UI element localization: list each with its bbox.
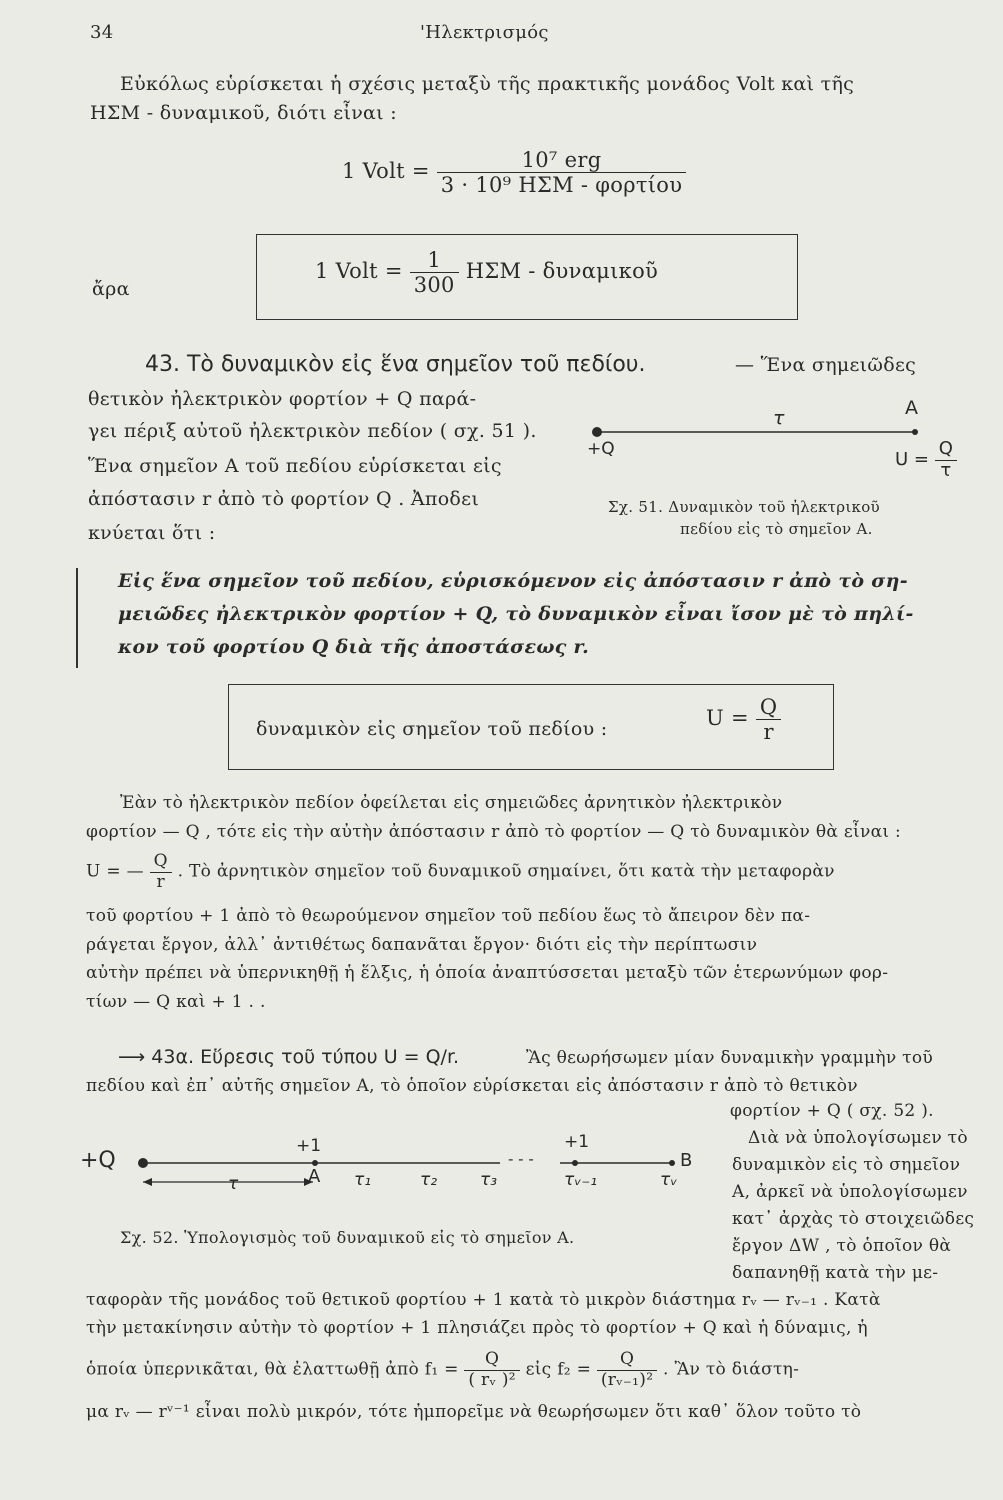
section-43a-final-2: τὴν μετακίνησιν αὐτὴν τὸ φορτίον + 1 πλησιάζει πρὸς τὸ φορτίον + Q καὶ ἡ δύναμις, ἡ bbox=[86, 1318, 868, 1338]
negative-line-7: τίων — Q καὶ + 1 . . bbox=[86, 992, 266, 1012]
equation-volt-result bbox=[315, 248, 658, 297]
eq1-numerator: 10⁷ erg bbox=[437, 148, 687, 173]
fig52-plus-one-dot bbox=[572, 1160, 578, 1166]
f1-fraction bbox=[464, 1350, 519, 1390]
fig52-caption: Σχ. 52. Ὑπολογισμὸς τοῦ δυναμικοῦ εἰς τὸ σημεῖον Α. bbox=[120, 1228, 575, 1247]
section-43-line-4: ἀπόστασιν r ἀπὸ τὸ φορτίον Q . Ἀποδει bbox=[88, 488, 480, 510]
theorem-line-1: Εἰς ἕνα σημεῖον τοῦ πεδίου, εὑρισκόμενον εἰς ἀπόστασιν r ἀπὸ τὸ ση- bbox=[118, 570, 908, 592]
equation-volt-erg bbox=[342, 148, 686, 197]
fig52-rv1-label: τᵥ₋₁ bbox=[564, 1170, 598, 1190]
fig52-r-label: τ bbox=[228, 1174, 239, 1194]
formula-box-lhs: U = bbox=[706, 706, 749, 731]
fig51-point-label: A bbox=[905, 397, 918, 419]
section-43a-title: 43α. Εὕρεσις τοῦ τύπου U = Q/r. bbox=[151, 1046, 460, 1068]
section-43-line-2: γει πέριξ αὐτοῦ ἠλεκτρικὸν πεδίον ( σχ. 51 ). bbox=[88, 420, 537, 442]
formula-box-num: Q bbox=[756, 695, 782, 720]
fig51-u-den: τ bbox=[940, 459, 952, 481]
fig51-distance-label: τ bbox=[773, 407, 785, 429]
section-43a-heading bbox=[118, 1046, 459, 1068]
fig51-point-dot bbox=[912, 429, 918, 435]
section-43a-final-1: ταφορὰν τῆς μονάδος τοῦ θετικοῦ φορτίου + 1 κατὰ τὸ μικρὸν διάστημα rᵥ — rᵥ₋₁ . Κατὰ bbox=[86, 1290, 881, 1310]
final-3a: ὁποία ὑπερνικᾶται, θὰ ἐλαττωθῇ ἀπὸ f₁ = bbox=[86, 1359, 459, 1380]
fig51-fraction bbox=[935, 439, 957, 481]
fig51-potential-formula bbox=[895, 439, 957, 481]
eq2-fraction bbox=[410, 248, 459, 297]
section-43a-final-4: μα rᵥ — rᵛ⁻¹ εἶναι πολὺ μικρόν, τότε ἠμπορεῖμε νὰ θεωρήσωμεν ὅτι καθ᾽ ὅλον τοῦτο τὸ bbox=[86, 1402, 862, 1422]
eq2-denominator: 300 bbox=[413, 273, 455, 298]
theorem-side-bar bbox=[76, 568, 78, 668]
running-title: 'Ηλεκτρισμός bbox=[420, 22, 549, 43]
negative-line-3 bbox=[86, 852, 835, 892]
section-43a-right-7: δαπανηθῇ κατὰ τὴν με- bbox=[732, 1263, 939, 1283]
section-43a-right-6: ἔργον ΔW , τὸ ὁποῖον θὰ bbox=[732, 1236, 952, 1256]
section-43a-right-3: δυναμικὸν εἰς τὸ σημεῖον bbox=[732, 1155, 961, 1175]
f2-fraction bbox=[597, 1350, 657, 1390]
section-43a-right-1: φορτίον + Q ( σχ. 52 ). bbox=[730, 1101, 934, 1121]
section-43-title: 43. Τὸ δυναμικὸν εἰς ἕνα σημεῖον τοῦ πεδίου. bbox=[145, 352, 646, 377]
eq2-rhs: ΗΣΜ - δυναμικοῦ bbox=[465, 259, 659, 284]
theorem-line-2: μειῶδες ἠλεκτρικὸν φορτίον + Q, τὸ δυναμικὸν εἶναι ἴσον μὲ τὸ πηλί- bbox=[118, 603, 914, 625]
fig52-point-b-label: B bbox=[680, 1150, 693, 1171]
section-43-line-3: Ἕνα σημεῖον Α τοῦ πεδίου εὑρίσκεται εἰς bbox=[88, 455, 502, 477]
eq1-denominator: 3 · 10⁹ ΗΣΜ - φορτίου bbox=[440, 173, 683, 198]
f1-num: Q bbox=[464, 1350, 519, 1371]
fig51-charge-label: +Q bbox=[587, 439, 615, 459]
fig52-dashes: - - - bbox=[508, 1150, 534, 1168]
negative-u-fraction bbox=[150, 852, 172, 892]
section-43-line-5: κνύεται ὅτι : bbox=[88, 522, 216, 544]
formula-box-label: δυναμικὸν εἰς σημεῖον τοῦ πεδίου : bbox=[256, 718, 608, 740]
final-3c: . Ἂν τὸ διάστη- bbox=[663, 1359, 800, 1380]
fig52-point-b-dot bbox=[669, 1160, 675, 1166]
negative-u-den: r bbox=[156, 871, 165, 892]
formula-box-den: r bbox=[763, 720, 774, 745]
fig51-caption-2: πεδίου εἰς τὸ σημεῖον Α. bbox=[680, 520, 873, 538]
section-43a-right-5: κατ᾽ ἀρχὰς τὸ στοιχειῶδες bbox=[732, 1209, 975, 1229]
f2-num: Q bbox=[597, 1350, 657, 1371]
figure-52-drawing bbox=[80, 1130, 710, 1220]
figure-52 bbox=[80, 1130, 710, 1220]
section-43a-right-4: Α, ἀρκεῖ νὰ ὑπολογίσωμεν bbox=[732, 1182, 968, 1202]
page-number: 34 bbox=[90, 22, 114, 43]
f1-den: ( rᵥ )² bbox=[468, 1369, 516, 1390]
negative-line-4: τοῦ φορτίου + 1 ἀπὸ τὸ θεωρούμενον σημεῖον τοῦ πεδίου ἕως τὸ ἄπειρον δὲν πα- bbox=[86, 906, 811, 926]
formula-box-equation bbox=[706, 695, 781, 744]
section-43a-line-1-rest: Ἂς θεωρήσωμεν μίαν δυναμικὴν γραμμὴν τοῦ bbox=[526, 1048, 934, 1068]
intro-line-2: ΗΣΜ - δυναμικοῦ, διότι εἶναι : bbox=[90, 102, 397, 124]
fig52-plus-one-b: +1 bbox=[564, 1132, 590, 1152]
section-43a-final-3 bbox=[86, 1350, 799, 1390]
eq1-fraction bbox=[437, 148, 687, 197]
fig52-rv-label: τᵥ bbox=[660, 1170, 678, 1190]
fig52-r2-label: τ₂ bbox=[420, 1170, 438, 1190]
fig51-u-num: Q bbox=[935, 439, 957, 461]
fig51-u-lhs: U = bbox=[895, 449, 929, 471]
negative-u-lhs: U = — bbox=[86, 861, 144, 882]
eq2-numerator: 1 bbox=[410, 248, 459, 273]
formula-box-fraction bbox=[756, 695, 782, 744]
final-3b: εἰς f₂ = bbox=[525, 1359, 592, 1380]
eq1-lhs: 1 Volt = bbox=[342, 159, 430, 184]
theorem-line-3: κον τοῦ φορτίου Q διὰ τῆς ἀποστάσεως r. bbox=[118, 636, 589, 658]
section-43a-arrow: ⟶ bbox=[118, 1046, 146, 1068]
negative-u-num: Q bbox=[150, 852, 172, 873]
section-43-line-1: θετικὸν ἠλεκτρικὸν φορτίον + Q παρά- bbox=[88, 388, 477, 410]
eq2-lhs: 1 Volt = bbox=[315, 259, 403, 284]
fig52-charge-label: +Q bbox=[80, 1148, 116, 1173]
fig52-plus-one-a: +1 bbox=[296, 1136, 322, 1156]
fig52-r-arrow-tail bbox=[143, 1178, 152, 1186]
section-43-dash-text: — Ἕνα σημειῶδες bbox=[735, 354, 917, 376]
negative-line-5: ράγεται ἔργον, ἀλλ᾽ ἀντιθέτως δαπανᾶται ἔργον· διότι εἰς τὴν περίπτωσιν bbox=[86, 935, 758, 955]
negative-line-6: αὐτὴν πρέπει νὰ ὑπερνικηθῇ ἡ ἕλξις, ἡ ὁποία ἀναπτύσσεται μεταξὺ τῶν ἑτερωνύμων φορ- bbox=[86, 963, 889, 983]
f2-den: (rᵥ₋₁)² bbox=[600, 1369, 654, 1390]
section-43a-right-2: Διὰ νὰ ὑπολογίσωμεν τὸ bbox=[748, 1128, 968, 1148]
negative-line-3-rest: . Τὸ ἀρνητικὸν σημεῖον τοῦ δυναμικοῦ σημαίνει, ὅτι κατὰ τὴν μεταφορὰν bbox=[177, 861, 835, 882]
intro-line-1: Εὐκόλως εὑρίσκεται ἡ σχέσις μεταξὺ τῆς πρακτικῆς μονάδος Volt καὶ τῆς bbox=[120, 73, 855, 95]
negative-line-1: Ἐὰν τὸ ἠλεκτρικὸν πεδίον ὀφείλεται εἰς σημειῶδες ἀρνητικὸν ἠλεκτρικὸν bbox=[120, 793, 783, 813]
fig52-point-a-label: A bbox=[308, 1166, 321, 1187]
section-43a-line-2: πεδίου καὶ ἐπ᾽ αὐτῆς σημεῖον Α, τὸ ὁποῖον εὑρίσκεται εἰς ἀπόστασιν r ἀπὸ τὸ θετικὸν bbox=[86, 1076, 858, 1096]
fig52-r3-label: τ₃ bbox=[480, 1170, 498, 1190]
ara-word: ἄρα bbox=[92, 278, 130, 300]
fig52-r1-label: τ₁ bbox=[354, 1170, 372, 1190]
fig51-caption-1: Σχ. 51. Δυναμικὸν τοῦ ἠλεκτρικοῦ bbox=[608, 498, 880, 516]
negative-line-2: φορτίον — Q , τότε εἰς τὴν αὐτὴν ἀπόστασιν r ἀπὸ τὸ φορτίον — Q τὸ δυναμικὸν θὰ εἶναι : bbox=[86, 822, 902, 842]
figure-51 bbox=[583, 395, 953, 485]
